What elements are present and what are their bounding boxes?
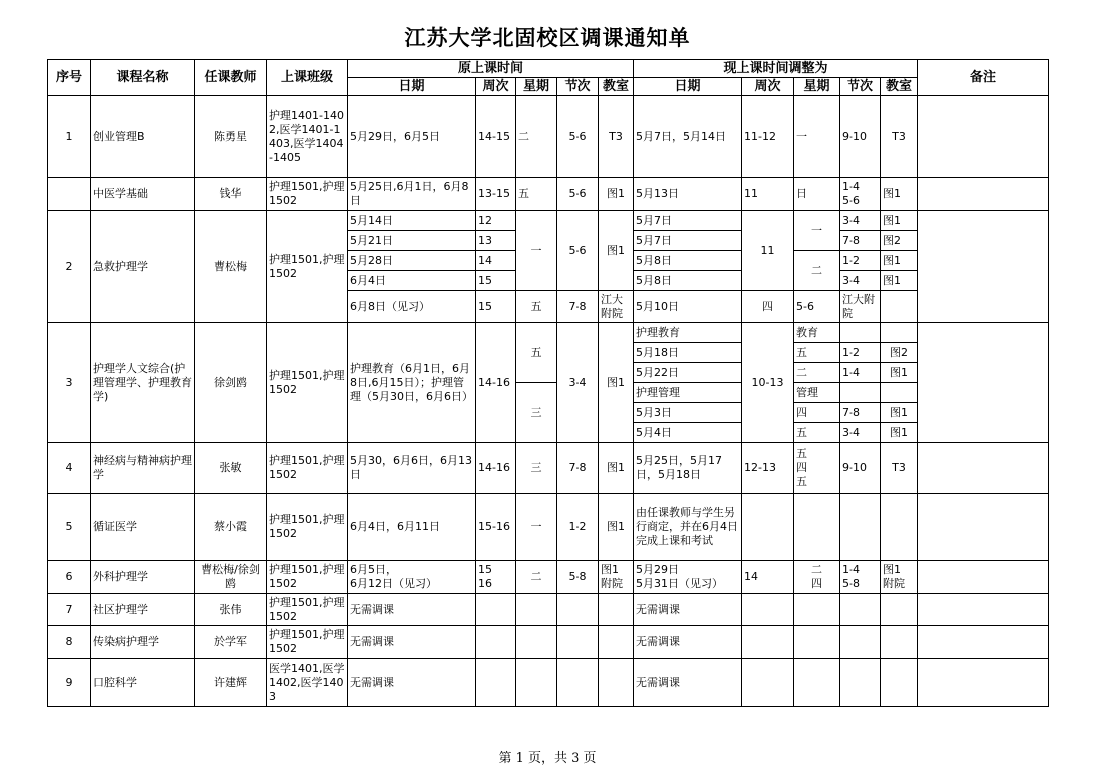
orig-week-cell <box>476 626 516 659</box>
new-period-cell <box>840 494 881 561</box>
new-period-cell: 1-2 <box>840 343 881 363</box>
orig-period-cell: 5-6 <box>557 211 599 291</box>
class-cell: 护理1401-1402,医学1401-1403,医学1404-1405 <box>267 96 348 178</box>
remark-cell <box>918 96 1049 178</box>
orig-date-cell <box>348 561 476 594</box>
orig-weekday-cell <box>516 594 557 626</box>
new-week-cell <box>742 594 794 626</box>
room-lines: 图1 附院 <box>883 563 906 590</box>
orig-weekday-cell: 三 <box>516 383 557 443</box>
new-room-cell <box>881 594 918 626</box>
new-date-cell: 5月18日 <box>634 343 742 363</box>
teacher-cell: 於学军 <box>195 626 267 659</box>
orig-weekday-cell: 二 <box>516 561 557 594</box>
new-weekday-cell <box>794 561 840 594</box>
new-date-cell: 无需调课 <box>634 626 742 659</box>
table-row <box>48 211 1049 231</box>
new-period-cell: 7-8 <box>840 231 881 251</box>
orig-date-cell: 护理教育（6月1日，6月8日,6月15日）；护理管理（5月30日，6月6日） <box>348 323 476 443</box>
teacher-cell: 张敏 <box>195 443 267 494</box>
teacher-cell: 陈勇星 <box>195 96 267 178</box>
new-weekday-cell: 教育 <box>794 323 840 343</box>
table-row <box>48 659 1049 707</box>
orig-period-cell <box>557 594 599 626</box>
new-period-cell: 3-4 <box>840 211 881 231</box>
new-week-cell: 14 <box>742 561 794 594</box>
orig-date-cell: 5月14日 <box>348 211 476 231</box>
orig-weekday-cell: 一 <box>516 211 557 291</box>
class-cell: 护理1501,护理1502 <box>267 323 348 443</box>
orig-weekday-cell: 五 <box>516 178 557 211</box>
orig-room-cell: 图1 <box>599 211 634 291</box>
teacher-cell: 曹松梅/徐剑鸥 <box>195 561 267 594</box>
table-row <box>48 178 1049 211</box>
new-date-cell: 5月7日 <box>634 231 742 251</box>
new-period-cell: 5-6 <box>794 291 840 323</box>
seq-cell: 8 <box>48 626 91 659</box>
new-date-cell: 5月7日 <box>634 211 742 231</box>
course-cell: 神经病与精神病护理学 <box>91 443 195 494</box>
new-room-cell: 图2 <box>881 343 918 363</box>
class-cell: 护理1501,护理1502 <box>267 443 348 494</box>
course-cell: 外科护理学 <box>91 561 195 594</box>
header-orig-weekday: 星期 <box>516 78 557 96</box>
seq-cell <box>48 178 91 211</box>
header-orig-room: 教室 <box>599 78 634 96</box>
header-orig-date: 日期 <box>348 78 476 96</box>
new-date-cell: 护理管理 <box>634 383 742 403</box>
new-weekday-cell: 二 <box>794 251 840 291</box>
orig-week-cell: 12 <box>476 211 516 231</box>
new-weekday-cell <box>794 659 840 707</box>
new-week-cell: 11 <box>742 211 794 291</box>
orig-week-cell: 14-16 <box>476 443 516 494</box>
seq-cell: 6 <box>48 561 91 594</box>
table-row <box>48 96 1049 178</box>
orig-week-cell <box>476 659 516 707</box>
new-room-cell <box>881 626 918 659</box>
class-cell: 护理1501,护理1502 <box>267 626 348 659</box>
table-row <box>48 594 1049 626</box>
new-period-cell <box>840 383 881 403</box>
new-room-cell: 图1 <box>881 363 918 383</box>
remark-cell <box>918 178 1049 211</box>
orig-date-cell: 无需调课 <box>348 594 476 626</box>
seq-cell: 2 <box>48 211 91 323</box>
seq-cell: 7 <box>48 594 91 626</box>
new-period-cell: 9-10 <box>840 96 881 178</box>
new-period-cell <box>840 659 881 707</box>
seq-cell: 1 <box>48 96 91 178</box>
orig-period-cell <box>557 626 599 659</box>
new-room-cell: 图2 <box>881 231 918 251</box>
orig-date-cell: 6月8日（见习） <box>348 291 476 323</box>
new-date-cell: 5月25日，5月17日，5月18日 <box>634 443 742 494</box>
orig-period-cell: 5-6 <box>557 178 599 211</box>
orig-period-cell: 1-2 <box>557 494 599 561</box>
new-room-cell <box>881 561 918 594</box>
header-remark: 备注 <box>918 60 1049 96</box>
new-date-cell: 由任课教师与学生另行商定，并在6月4日完成上课和考试 <box>634 494 742 561</box>
new-period-cell: 3-4 <box>840 271 881 291</box>
course-cell: 循证医学 <box>91 494 195 561</box>
orig-period-cell: 5-8 <box>557 561 599 594</box>
new-week-cell: 10-13 <box>742 323 794 443</box>
seq-cell: 9 <box>48 659 91 707</box>
new-date-cell: 5月7日，5月14日 <box>634 96 742 178</box>
new-period-cell <box>840 178 881 211</box>
class-cell: 护理1501,护理1502 <box>267 211 348 323</box>
header-class: 上课班级 <box>267 60 348 96</box>
new-period-cell: 9-10 <box>840 443 881 494</box>
new-date-cell: 5月4日 <box>634 423 742 443</box>
new-room-cell: 图1 <box>881 211 918 231</box>
new-period-cell <box>840 561 881 594</box>
period-lines: 1-4 5-8 <box>842 563 860 590</box>
table-row <box>48 443 1049 494</box>
teacher-cell: 张伟 <box>195 594 267 626</box>
week-lines: 15 16 <box>478 563 492 590</box>
orig-week-cell: 15 <box>476 271 516 291</box>
header-new-week: 周次 <box>742 78 794 96</box>
orig-weekday-cell <box>516 659 557 707</box>
new-date-cell: 5月13日 <box>634 178 742 211</box>
header-course: 课程名称 <box>91 60 195 96</box>
new-week-cell: 11 <box>742 178 794 211</box>
orig-period-cell: 7-8 <box>557 291 599 323</box>
class-cell: 护理1501,护理1502 <box>267 494 348 561</box>
orig-room-cell: 图1 <box>599 494 634 561</box>
table-row <box>48 323 1049 343</box>
remark-cell <box>918 323 1049 443</box>
date-lines: 6月5日， 6月12日（见习） <box>350 563 437 590</box>
schedule-table <box>47 59 1049 707</box>
orig-weekday-cell: 五 <box>516 323 557 383</box>
orig-week-cell: 14-15 <box>476 96 516 178</box>
orig-room-cell: 图1 <box>599 323 634 443</box>
teacher-cell: 钱华 <box>195 178 267 211</box>
new-room-cell: 图1 <box>881 251 918 271</box>
orig-date-cell: 无需调课 <box>348 659 476 707</box>
new-room-cell <box>881 323 918 343</box>
new-weekday-cell: 二 <box>794 363 840 383</box>
weekday-lines: 五 四 五 <box>796 447 808 488</box>
teacher-cell: 曹松梅 <box>195 211 267 323</box>
new-date-cell <box>634 561 742 594</box>
new-weekday-cell <box>794 494 840 561</box>
teacher-cell: 许建辉 <box>195 659 267 707</box>
new-room-cell <box>881 494 918 561</box>
remark-cell <box>918 659 1049 707</box>
orig-date-cell: 无需调课 <box>348 626 476 659</box>
new-date-cell: 5月3日 <box>634 403 742 423</box>
new-room-cell: 图1 <box>881 423 918 443</box>
new-period-cell <box>840 323 881 343</box>
new-period-cell: 1-4 <box>840 363 881 383</box>
new-room-cell <box>881 659 918 707</box>
orig-week-cell: 13 <box>476 231 516 251</box>
orig-date-cell: 5月29日，6月5日 <box>348 96 476 178</box>
orig-week-cell: 13-15 <box>476 178 516 211</box>
seq-cell: 5 <box>48 494 91 561</box>
new-weekday-cell: 管理 <box>794 383 840 403</box>
orig-period-cell: 5-6 <box>557 96 599 178</box>
orig-date-cell: 5月25日,6月1日，6月8日 <box>348 178 476 211</box>
orig-date-cell: 5月21日 <box>348 231 476 251</box>
period-lines: 1-4 5-6 <box>842 180 860 207</box>
new-weekday-cell: 五 <box>794 343 840 363</box>
course-cell: 传染病护理学 <box>91 626 195 659</box>
table-row <box>48 494 1049 561</box>
teacher-cell: 徐剑鸥 <box>195 323 267 443</box>
orig-date-cell: 6月4日 <box>348 271 476 291</box>
new-weekday-cell <box>794 443 840 494</box>
course-cell: 社区护理学 <box>91 594 195 626</box>
header-new-period: 节次 <box>840 78 881 96</box>
orig-weekday-cell: 一 <box>516 494 557 561</box>
header-new-weekday: 星期 <box>794 78 840 96</box>
header-teacher: 任课教师 <box>195 60 267 96</box>
course-cell: 中医学基础 <box>91 178 195 211</box>
orig-weekday-cell: 五 <box>516 291 557 323</box>
new-date-cell: 5月22日 <box>634 363 742 383</box>
orig-weekday-cell <box>516 626 557 659</box>
orig-room-cell: T3 <box>599 96 634 178</box>
new-room-cell: T3 <box>881 96 918 178</box>
remark-cell <box>918 561 1049 594</box>
new-week-cell <box>742 659 794 707</box>
new-room-cell: 图1 <box>881 178 918 211</box>
orig-room-cell <box>599 594 634 626</box>
header-new-time: 现上课时间调整为 <box>634 60 918 78</box>
new-weekday-cell <box>794 626 840 659</box>
new-weekday-cell: 四 <box>742 291 794 323</box>
orig-week-cell: 15 <box>476 291 516 323</box>
seq-cell: 4 <box>48 443 91 494</box>
new-date-cell: 护理教育 <box>634 323 742 343</box>
class-cell: 医学1401,医学1402,医学1403 <box>267 659 348 707</box>
new-weekday-cell <box>794 594 840 626</box>
orig-week-cell <box>476 594 516 626</box>
orig-week-cell: 14-16 <box>476 323 516 443</box>
new-week-cell: 11-12 <box>742 96 794 178</box>
course-cell: 创业管理B <box>91 96 195 178</box>
new-room-cell: 图1 <box>881 271 918 291</box>
class-cell: 护理1501,护理1502 <box>267 178 348 211</box>
header-new-room: 教室 <box>881 78 918 96</box>
orig-date-cell: 5月30，6月6日，6月13日 <box>348 443 476 494</box>
new-weekday-cell: 一 <box>794 96 840 178</box>
teacher-cell: 蔡小霞 <box>195 494 267 561</box>
new-week-cell <box>742 626 794 659</box>
new-room-cell: 江大附院 <box>840 291 881 323</box>
header-orig-period: 节次 <box>557 78 599 96</box>
orig-week-cell: 15-16 <box>476 494 516 561</box>
orig-room-cell: 图1 <box>599 443 634 494</box>
header-seq: 序号 <box>48 60 91 96</box>
new-date-cell: 无需调课 <box>634 594 742 626</box>
new-period-cell <box>840 594 881 626</box>
orig-room-cell: 图1 <box>599 178 634 211</box>
course-cell: 护理学人文综合(护理管理学、护理教育学) <box>91 323 195 443</box>
seq-cell: 3 <box>48 323 91 443</box>
new-weekday-cell: 日 <box>794 178 840 211</box>
new-date-cell: 5月8日 <box>634 271 742 291</box>
header-orig-week: 周次 <box>476 78 516 96</box>
page-footer: 第 1 页，共 3 页 <box>498 751 597 766</box>
new-date-cell: 5月8日 <box>634 251 742 271</box>
new-week-cell: 12-13 <box>742 443 794 494</box>
weekday-lines: 二 四 <box>811 563 823 590</box>
course-cell: 口腔科学 <box>91 659 195 707</box>
course-cell: 急救护理学 <box>91 211 195 323</box>
orig-period-cell <box>557 659 599 707</box>
header-new-date: 日期 <box>634 78 742 96</box>
orig-room-cell <box>599 659 634 707</box>
remark-cell <box>918 211 1049 323</box>
new-weekday-cell: 一 <box>794 211 840 251</box>
remark-cell <box>918 626 1049 659</box>
new-room-cell <box>881 383 918 403</box>
orig-room-cell <box>599 626 634 659</box>
orig-period-cell: 7-8 <box>557 443 599 494</box>
new-room-cell: T3 <box>881 443 918 494</box>
orig-date-cell: 5月28日 <box>348 251 476 271</box>
new-period-cell: 3-4 <box>840 423 881 443</box>
new-date-cell: 无需调课 <box>634 659 742 707</box>
remark-cell <box>918 594 1049 626</box>
orig-period-cell: 3-4 <box>557 323 599 443</box>
date-lines: 5月29日 5月31日（见习） <box>636 563 724 590</box>
room-lines: 图1 附院 <box>601 563 623 590</box>
orig-room-cell <box>599 561 634 594</box>
orig-room-cell: 江大附院 <box>599 291 634 323</box>
table-row <box>48 561 1049 594</box>
header-original-time: 原上课时间 <box>348 60 634 78</box>
new-week-cell <box>742 494 794 561</box>
new-date-cell: 5月10日 <box>634 291 742 323</box>
remark-cell <box>918 443 1049 494</box>
remark-cell <box>918 494 1049 561</box>
new-weekday-cell: 五 <box>794 423 840 443</box>
new-period-cell: 7-8 <box>840 403 881 423</box>
new-period-cell: 1-2 <box>840 251 881 271</box>
orig-week-cell <box>476 561 516 594</box>
orig-week-cell: 14 <box>476 251 516 271</box>
orig-weekday-cell: 二 <box>516 96 557 178</box>
orig-weekday-cell: 三 <box>516 443 557 494</box>
class-cell: 护理1501,护理1502 <box>267 594 348 626</box>
new-weekday-cell: 四 <box>794 403 840 423</box>
page-title: 江苏大学北固校区调课通知单 <box>404 25 691 50</box>
table-row <box>48 626 1049 659</box>
orig-date-cell: 6月4日，6月11日 <box>348 494 476 561</box>
class-cell: 护理1501,护理1502 <box>267 561 348 594</box>
new-room-cell: 图1 <box>881 403 918 423</box>
new-period-cell <box>840 626 881 659</box>
